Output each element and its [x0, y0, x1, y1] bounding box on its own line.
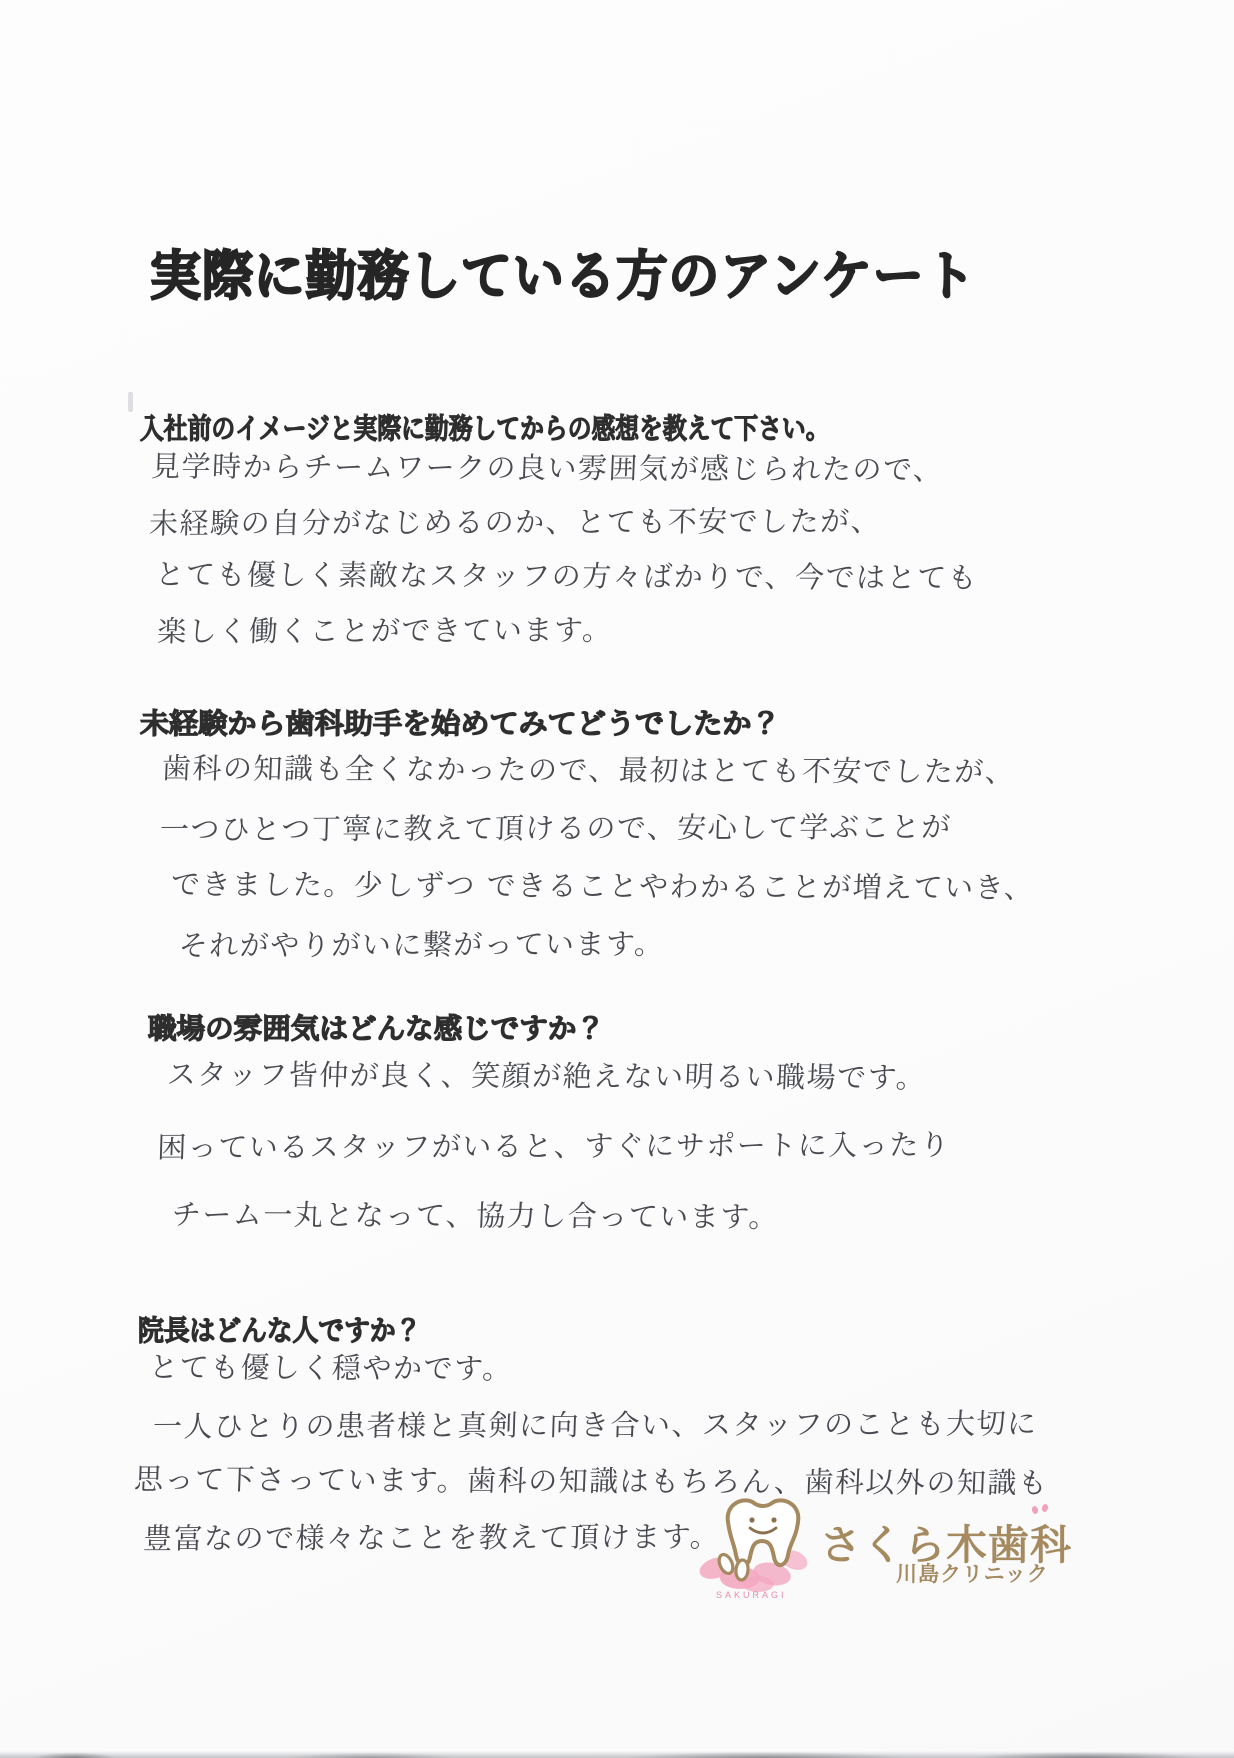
- clinic-name: さくら木歯科: [820, 1522, 1072, 1568]
- handwritten-line: 歯科の知識も全くなかったので、最初はとても不安でしたが、: [161, 751, 1017, 789]
- handwritten-line: チーム一丸となって、協力し合っています。: [171, 1197, 780, 1234]
- clinic-logo: [690, 1492, 1110, 1612]
- question-heading-3: 職場の雰囲気はどんな感じですか？: [148, 1013, 605, 1045]
- handwritten-line: 思って下さっています。歯科の知識はもちろん、歯科以外の知識も: [133, 1462, 1050, 1500]
- scan-artifact-mark: [128, 392, 133, 412]
- handwritten-line: 豊富なので様々なことを教えて頂けます。: [142, 1519, 721, 1556]
- handwritten-line: とても優しく素敵なスタッフの方々ばかりで、今ではとても: [154, 557, 979, 595]
- handwritten-line: それがやりがいに繋がっています。: [178, 926, 666, 963]
- logo-romaji-label: SAKURAGI: [716, 1590, 787, 1600]
- scan-bottom-edge: [0, 1751, 1234, 1758]
- tooth-mascot-icon: [690, 1494, 820, 1606]
- question-heading-2: 未経験から歯科助手を始めてみてどうでしたか？: [140, 708, 781, 740]
- handwritten-line: 未経験の自分がなじめるのか、とても不安でしたが、: [148, 503, 882, 541]
- handwritten-line: 楽しく働くことができています。: [156, 612, 614, 649]
- handwritten-line: 見学時からチームワークの良い雰囲気が感じられたので、: [150, 449, 945, 487]
- handwritten-line: できました。少しずつ できることやわかることが増えていき、: [170, 867, 1036, 905]
- question-heading-1: 入社前のイメージと実際に勤務してからの感想を教えて下さい。: [140, 413, 830, 445]
- handwritten-answer-3: [156, 1041, 954, 1251]
- handwritten-line: 困っているスタッフがいると、すぐにサポートに入ったり: [156, 1127, 951, 1165]
- handwritten-line: 一つひとつ丁寧に教えて頂けるので、安心して学ぶことが: [159, 809, 953, 847]
- handwritten-line: とても優しく穏やかです。: [148, 1350, 514, 1386]
- question-heading-4: 院長はどんな人ですか？: [138, 1315, 422, 1347]
- page-title: 実際に勤務している方のアンケート: [150, 246, 977, 306]
- handwritten-answer-1: [144, 441, 982, 657]
- clinic-subname: 川島クリニック: [896, 1563, 1049, 1586]
- handwritten-line: 一人ひとりの患者様と真剣に向き合い、スタッフのことも大切に: [152, 1406, 1039, 1444]
- handwritten-answer-2: [155, 741, 1040, 973]
- handwritten-line: スタッフ皆仲が良く、笑顔が絶えない明るい職場です。: [166, 1057, 927, 1095]
- sakura-accent-dots-icon: [1032, 1504, 1054, 1514]
